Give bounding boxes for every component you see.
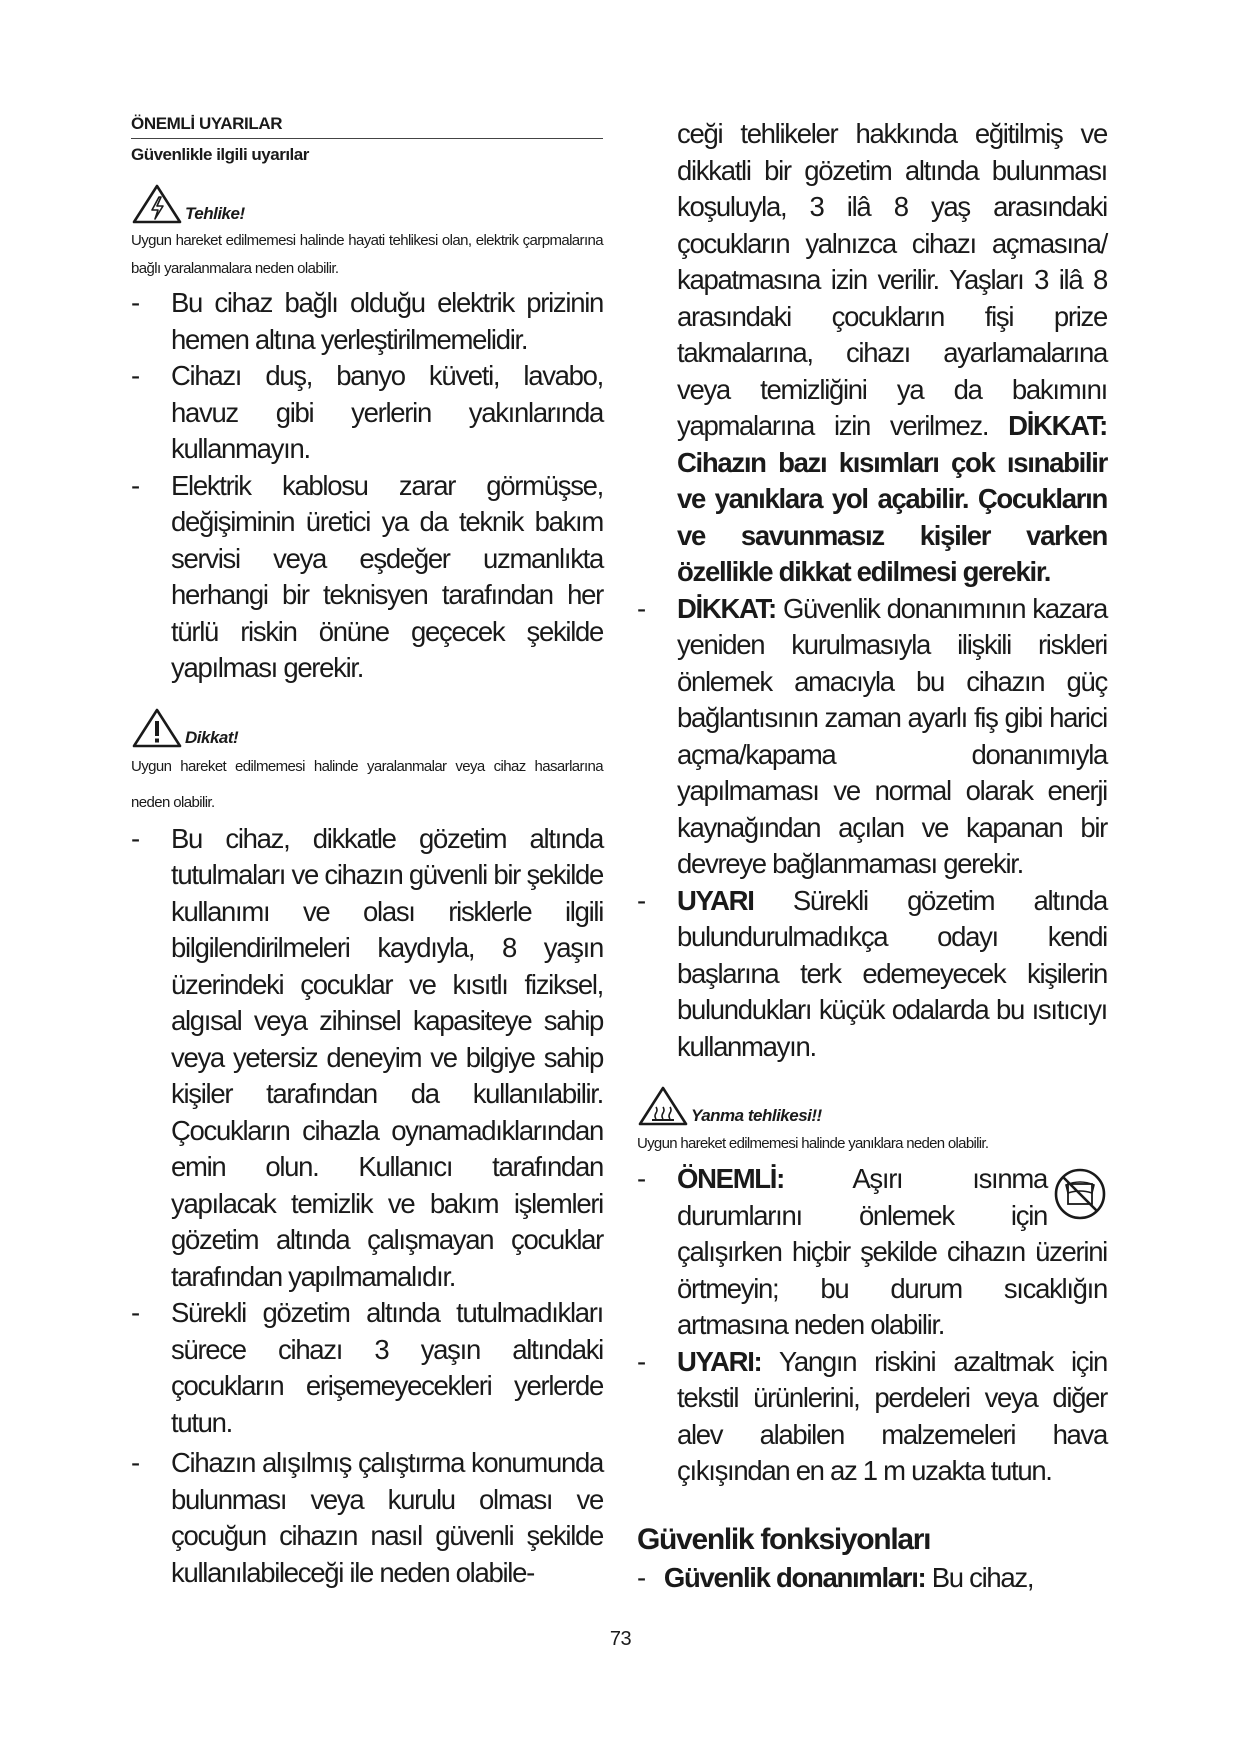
burn-header xyxy=(637,1083,1107,1127)
right-column xyxy=(637,116,1107,1596)
subtitle: Güvenlikle ilgili uyarılar xyxy=(131,145,309,164)
do-not-cover-icon xyxy=(1053,1167,1107,1231)
onemli-label: ÖNEMLİ: xyxy=(677,1163,784,1194)
right-caution-list xyxy=(637,591,1107,1066)
burn-uyari-text: Yangın riskini azaltmak için tekstil ürünlerini, perdeleri veya diğer alev alabilen malzemeleri hava çıkışından en az 1 m uzakta tutun. xyxy=(677,1345,1108,1486)
danger-list xyxy=(131,285,603,687)
caution-description: Uygun hareket edilmemesi halinde yaralanmalar veya cihaz hasarlarına neden olabilir. xyxy=(131,757,603,811)
onemli-text: Aşırı ısınma durumlarını önlemek için çalışırken hiçbir şekilde cihazın üzerini örtmeyin; bu durum sıcaklığın artmasına neden olabilir. xyxy=(677,1163,1107,1340)
danger-description: Uygun hareket edilmemesi halinde hayati tehlikesi olan, elektrik çarpmalarına bağlı yaralanmalara neden olabilir. xyxy=(131,232,603,277)
list-item xyxy=(637,591,1107,883)
safety-functions-title: Güvenlik fonksiyonları xyxy=(637,1522,931,1556)
continuation-text: ceği tehlikeler hakkında eğitilmiş ve dikkatli bir gözetim altında bulunması koşuluyla, 3 ilâ 8 yaş arasındaki çocukların yalnızca cihazı açmasına/ kapatmasına izin verilir. Yaşları 3 ilâ 8 arasındaki çocukların fişi prize takmalarına, cihazı ayarlamalarına veya temizliğini ya da bakımını yapmalarına izin verilmez. xyxy=(677,118,1107,441)
continuation-bold-text: DİKKAT: Cihazın bazı kısımları çok ısınabilir ve yanıklara yol açabilir. Çocukların ve savunmasız kişiler varken özellikle dikkat edilmesi gerekir. xyxy=(677,410,1108,587)
electric-hazard-triangle-icon xyxy=(131,183,183,225)
title-divider xyxy=(131,138,603,139)
hot-surface-triangle-icon xyxy=(637,1085,689,1127)
continuation-paragraph xyxy=(637,116,1107,591)
safety-item xyxy=(637,1560,1107,1597)
burn-description: Uygun hareket edilmemesi halinde yanıklara neden olabilir. xyxy=(637,1135,989,1152)
burn-uyari-label: UYARI: xyxy=(677,1345,762,1377)
safety-item-text: Bu cihaz, xyxy=(931,1561,1034,1593)
caution-header xyxy=(131,705,603,749)
safety-item-label: Güvenlik donanımları: xyxy=(663,1561,926,1593)
danger-label: Tehlike! xyxy=(185,204,245,223)
list-item: - Sürekli gözetim altında tutulmadıkları sürece cihazı 3 yaşın altındaki çocukların erişemeyecekleri yerlerde tutun. xyxy=(131,1295,603,1441)
list-item: - Bu cihaz bağlı olduğu elektrik prizinin hemen altına yerleştirilmemelidir. xyxy=(131,285,603,358)
list-item xyxy=(637,883,1107,1066)
list-item xyxy=(637,1344,1107,1490)
page-number: 73 xyxy=(609,1628,632,1650)
uyari-text: Sürekli gözetim altında bulundurulmadıkça odayı kendi başlarına terk edemeyecek kişilerin bulundukları küçük odalarda bu ısıtıcıyı kullanmayın. xyxy=(677,884,1107,1062)
exclamation-triangle-icon xyxy=(131,707,183,749)
dikkat-text: Güvenlik donanımının kazara yeniden kurulmasıyla ilişkili riskleri önlemek amacıyla bu cihazın güç bağlantısının zaman ayarlı fiş gibi harici açma/kapama donanımıyla yapılmaması ve normal olarak enerji kaynağından açılan ve kapanan bir devreye bağlanmaması gerekir. xyxy=(677,592,1107,879)
list-item: - Bu cihaz, dikkatle gözetim altında tutulmaları ve cihazın güvenli bir şekilde kullanımı ve olası risklerle ilgili bilgilendirilmeleri kaydıyla, 8 yaşın üzerindeki çocuklar ve kısıtlı fiziksel, algısal veya zihinsel kapasiteye sahip veya yetersiz deneyim ve bilgiye sahip kişiler tarafından da kullanılabilir. Çocukların cihazla oynamadıklarından emin olun. Kullanıcı tarafından yapılacak temizlik ve bakım işlemleri gözetim altında çalışmayan çocuklar tarafından yapılmamalıdır. xyxy=(131,821,603,1296)
caution-list xyxy=(131,821,603,1592)
burn-list xyxy=(637,1161,1107,1490)
caution-label: Dikkat! xyxy=(185,727,239,747)
list-item xyxy=(637,1161,1107,1344)
list-item: - Elektrik kablosu zarar görmüşse, değişiminin üretici ya da teknik bakım servisi veya eşdeğer uzmanlıkta herhangi bir teknisyen tarafından her türlü riskin önüne geçecek şekilde yapılması gerekir. xyxy=(131,468,603,687)
dash: - xyxy=(637,1561,658,1593)
section-title: ÖNEMLİ UYARILAR xyxy=(131,114,283,133)
list-item: - Cihazı duş, banyo küveti, lavabo, havuz gibi yerlerin yakınlarında kullanmayın. xyxy=(131,358,603,468)
burn-label: Yanma tehlikesi!! xyxy=(691,1106,822,1125)
left-column xyxy=(131,112,603,1591)
danger-header xyxy=(131,181,603,225)
uyari-label: UYARI xyxy=(677,884,754,916)
list-item: - Cihazın alışılmış çalıştırma konumunda bulunması veya kurulu olması ve çocuğun cihazın nasıl güvenli şekilde kullanılabileceği ile neden olabile- xyxy=(131,1445,603,1591)
dikkat-label: DİKKAT: xyxy=(677,592,776,624)
